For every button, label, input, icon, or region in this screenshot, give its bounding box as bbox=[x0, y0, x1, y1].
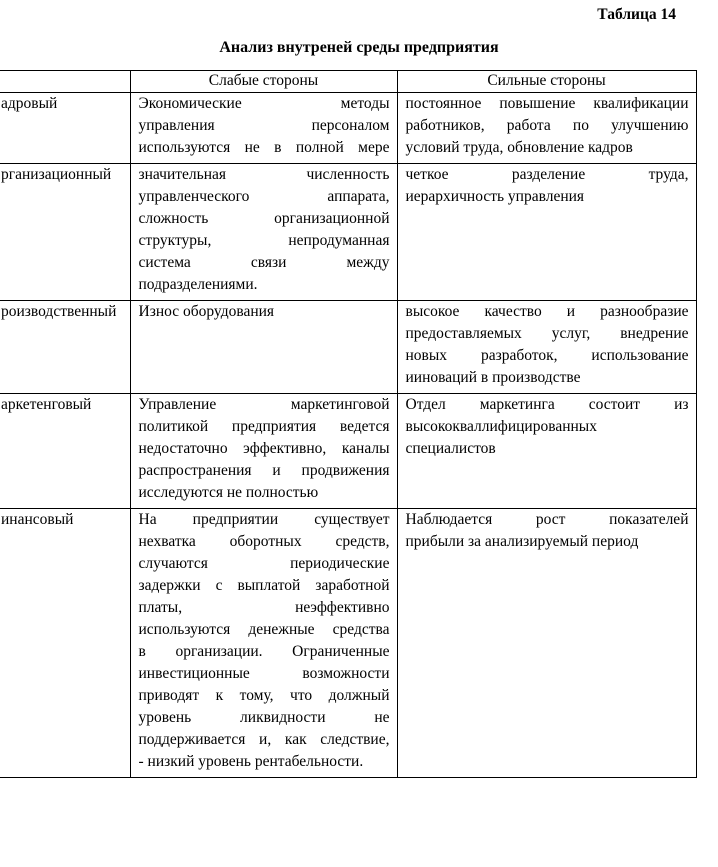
table-row bbox=[0, 164, 696, 301]
row-strengths: постоянное повышение квалификации работников, работа по улучшению условий труда, обновление кадров bbox=[397, 93, 696, 164]
row-weaknesses: Экономические методы управления персоналом используются не в полной мере bbox=[130, 93, 397, 164]
page-title: Анализ внутреней среды предприятия bbox=[219, 39, 499, 56]
header-strengths-cell: Сильные стороны bbox=[397, 71, 696, 93]
table-number-label: Таблица 14 bbox=[597, 6, 676, 23]
row-weaknesses: Износ оборудования bbox=[130, 301, 397, 394]
table-row bbox=[0, 394, 696, 509]
row-category: инансовый bbox=[0, 509, 130, 778]
swot-analysis-table bbox=[0, 70, 697, 778]
row-weaknesses: Управление маркетинговой политикой предприятия ведется недостаточно эффективно, каналы распространения и продвижения исследуются не полностью bbox=[130, 394, 397, 509]
row-category: аркетенговый bbox=[0, 394, 130, 509]
row-weaknesses: значительная численность управленческого аппарата, сложность организационной структуры, непродуманная система связи между подразделениями. bbox=[130, 164, 397, 301]
table-row bbox=[0, 509, 696, 778]
header-weaknesses-cell: Слабые стороны bbox=[130, 71, 397, 93]
row-strengths: Отдел маркетинга состоит из высококваллифицированных специалистов bbox=[397, 394, 696, 509]
table-header-row bbox=[0, 71, 696, 93]
header-category-cell bbox=[0, 71, 130, 93]
row-strengths: высокое качество и разнообразие предоставляемых услуг, внедрение новых разработок, использование ииноваций в производстве bbox=[397, 301, 696, 394]
row-category: роизводственный bbox=[0, 301, 130, 394]
row-category: рганизационный bbox=[0, 164, 130, 301]
row-weaknesses: На предприятии существует нехватка оборотных средств, случаются периодические задержки с выплатой заработной платы, неэффективно используются денежные средства в организации. Ограниченные инвестиционные возможности приводят к тому, что должный уровень ликвидности не поддерживается и, как следствие, - низкий уровень рентабельности. bbox=[130, 509, 397, 778]
table-row bbox=[0, 93, 696, 164]
row-category: адровый bbox=[0, 93, 130, 164]
row-strengths: четкое разделение труда, иерархичность управления bbox=[397, 164, 696, 301]
table-row bbox=[0, 301, 696, 394]
row-strengths: Наблюдается рост показателей прибыли за анализируемый период bbox=[397, 509, 696, 778]
